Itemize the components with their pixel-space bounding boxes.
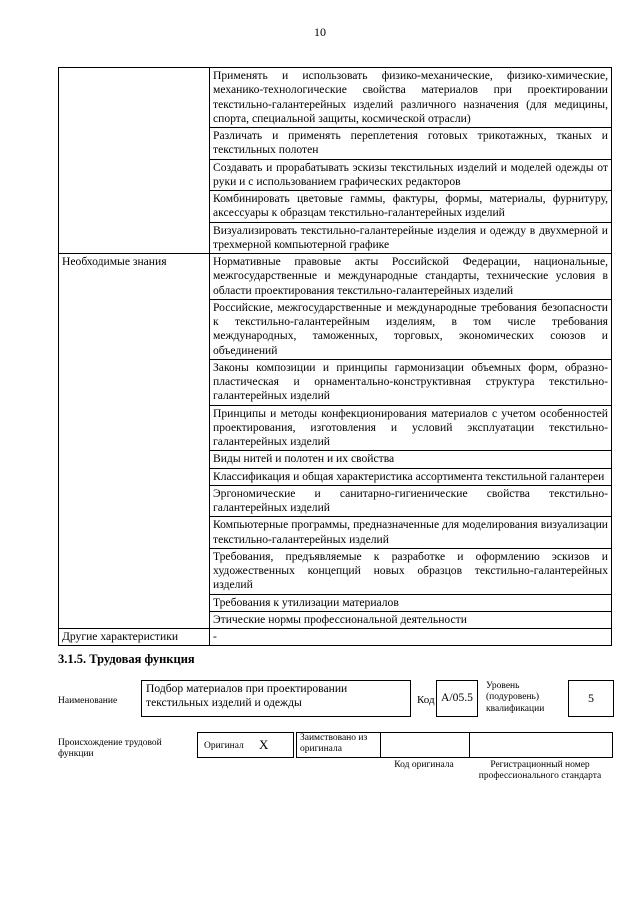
knowledge-row	[59, 254, 612, 300]
knowledge-row	[59, 359, 612, 405]
knowledge-row	[59, 405, 612, 451]
row-label-cell	[59, 405, 210, 451]
row-text-cell: Принципы и методы конфекционирования материалов с учетом особенностей проектирования, изготовления и условий эксплуатации текстильно-галантерейных изделий	[210, 405, 612, 451]
knowledge-row	[59, 548, 612, 594]
knowledge-row	[59, 517, 612, 549]
row-text-cell: Законы композиции и принципы гармонизации объемных форм, образно-пластическая и орнаментально-конструктивная структура текстильно-галантерейных изделий	[210, 359, 612, 405]
row-text-cell: Визуализировать текстильно-галантерейные изделия и одежду в двухмерной и трехмерной компьютерной графике	[210, 222, 612, 254]
row-label-cell	[59, 128, 210, 160]
row-text-cell: Нормативные правовые акты Российской Федерации, национальные, межгосударственные и международные стандарты, технические условия в области проектирования текстильно-галантерейных изделий	[210, 254, 612, 300]
code-value-box	[436, 680, 478, 717]
section-title: 3.1.5. Трудовая функция	[58, 652, 195, 666]
row-label-cell	[59, 611, 210, 628]
knowledge-row	[59, 485, 612, 517]
row-text-cell: Комбинировать цветовые гаммы, фактуры, формы, материалы, фурнитуру, аксессуары к образцам текстильно-галантерейных изделий	[210, 191, 612, 223]
borrowed-label: Заимствовано из оригинала	[300, 733, 368, 755]
reg-number-label: Регистрационный номер профессионального стандарта	[478, 760, 602, 782]
page-number: 10	[314, 25, 326, 39]
row-label-cell	[59, 68, 210, 128]
row-label-cell	[59, 222, 210, 254]
code-label: Код	[417, 694, 435, 706]
level-label: Уровень (подуровень) квалификации	[486, 681, 545, 714]
reg-number-box	[468, 732, 613, 758]
row-text-cell: Создавать и прорабатывать эскизы текстильных изделий и моделей одежды от руки и с использованием графических редакторов	[210, 159, 612, 191]
skill-row	[59, 68, 612, 128]
row-text-cell: Этические нормы профессиональной деятельности	[210, 611, 612, 628]
code-value: A/05.5	[441, 691, 473, 704]
knowledge-skills-table	[58, 67, 612, 646]
row-text-cell: Классификация и общая характеристика ассортимента текстильной галантереи	[210, 468, 612, 485]
code-original-label: Код оригинала	[394, 760, 454, 770]
row-label-cell	[59, 594, 210, 611]
level-value: 5	[588, 691, 594, 705]
row-text-cell: Требования, предъявляемые к разработке и оформлению эскизов и художественных концепций новых образцов текстильно-галантерейных изделий	[210, 548, 612, 594]
name-value-box	[141, 680, 411, 717]
row-text-cell: Требования к утилизации материалов	[210, 594, 612, 611]
knowledge-row	[59, 594, 612, 611]
row-label-cell	[59, 191, 210, 223]
origin-label: Происхождение трудовой функции	[58, 738, 162, 760]
row-text-cell: Различать и применять переплетения готовых трикотажных, тканых и текстильных полотен	[210, 128, 612, 160]
row-text-cell: Эргономические и санитарно-гигиенические свойства текстильно-галантерейных изделий	[210, 485, 612, 517]
row-text-cell: Применять и использовать физико-механические, физико-химические, механико-технологические свойства материалов при проектировании текстильно-галантерейных изделий различного назначения (для медицины, спорта, специальной защиты, космической отрасли)	[210, 68, 612, 128]
row-text-cell: Виды нитей и полотен и их свойства	[210, 451, 612, 468]
skill-row	[59, 191, 612, 223]
knowledge-row	[59, 451, 612, 468]
row-label-cell	[59, 159, 210, 191]
level-value-box	[568, 680, 614, 717]
row-label-cell	[59, 548, 210, 594]
skill-row	[59, 128, 612, 160]
row-label-cell: Другие характеристики	[59, 629, 210, 646]
knowledge-row	[59, 468, 612, 485]
row-label-cell	[59, 517, 210, 549]
row-text-cell: Компьютерные программы, предназначенные для моделирования визуализации текстильно-галантерейных изделий	[210, 517, 612, 549]
row-label-cell	[59, 468, 210, 485]
row-text-cell: -	[210, 629, 612, 646]
code-original-box	[380, 732, 470, 758]
row-label-cell	[59, 451, 210, 468]
row-label-cell	[59, 485, 210, 517]
skill-row	[59, 159, 612, 191]
name-label: Наименование	[58, 696, 118, 706]
row-label-cell: Необходимые знания	[59, 254, 210, 300]
other-row	[59, 629, 612, 646]
original-mark: X	[259, 737, 269, 752]
skill-row	[59, 222, 612, 254]
knowledge-row	[59, 611, 612, 628]
name-value: Подбор материалов при проектировании текстильных изделий и одежды	[146, 682, 348, 710]
row-label-cell	[59, 299, 210, 359]
row-text-cell: Российские, межгосударственные и международные требования безопасности к текстильно-галантерейным изделиям, в том числе требования международных, таможенных, торговых, экономических союзов и объединений	[210, 299, 612, 359]
original-label: Оригинал	[204, 741, 244, 751]
row-label-cell	[59, 359, 210, 405]
knowledge-row	[59, 299, 612, 359]
